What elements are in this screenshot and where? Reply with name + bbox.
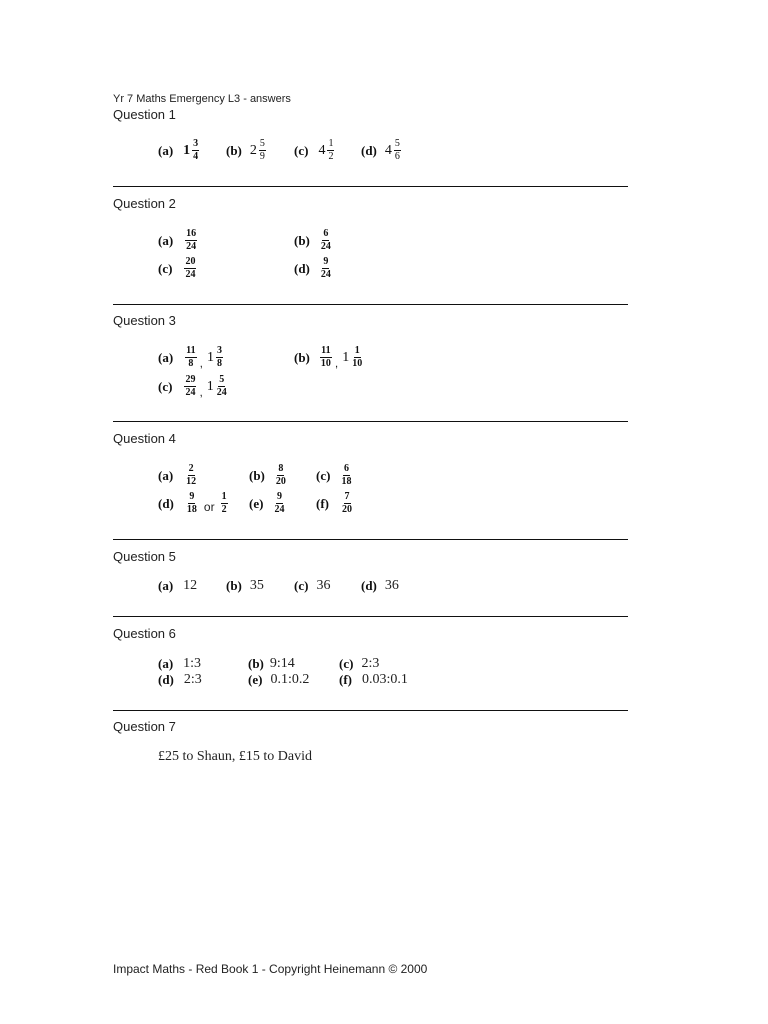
numerator: 6: [343, 463, 349, 474]
answer-value: 1:3: [183, 656, 202, 671]
answer-label: (a): [158, 232, 174, 248]
whole-part: 1: [183, 142, 191, 158]
denominator: 2: [328, 151, 334, 162]
question-7-heading: Question 7: [113, 719, 176, 734]
q4-answer-e: [249, 492, 285, 515]
q2-answer-a: [158, 229, 197, 252]
denominator: 24: [185, 269, 196, 280]
q7-answer: £25 to Shaun, £15 to David: [158, 749, 312, 764]
answer-label: (c): [294, 578, 309, 593]
answer-label: (a): [158, 656, 174, 671]
answer-label: (e): [249, 495, 264, 511]
answer-label: (c): [294, 142, 309, 158]
denominator: 10: [320, 358, 331, 369]
q4-answer-d: [158, 492, 228, 515]
q4-answer-b: [249, 464, 287, 487]
numerator: 3: [216, 345, 222, 356]
q5-answer-b: [226, 578, 264, 594]
denominator: 24: [186, 241, 197, 252]
divider: [113, 421, 628, 422]
answer-value: 36: [316, 578, 331, 593]
answer-label: (a): [158, 142, 174, 158]
answer-label: (d): [158, 672, 174, 687]
denominator: 4: [193, 151, 199, 162]
answer-value: 0.1:0.2: [270, 672, 310, 687]
answer-label: (c): [339, 656, 354, 671]
numerator: 2: [188, 463, 194, 474]
document-title: Yr 7 Maths Emergency L3 - answers: [113, 93, 291, 105]
answer-value: 12: [183, 578, 198, 593]
mixed-number: [183, 139, 199, 162]
q1-answer-a: [158, 139, 199, 162]
q6-answer-d: [158, 672, 202, 688]
denominator: 24: [185, 387, 196, 398]
denominator: 9: [259, 151, 265, 162]
numerator: 16: [186, 228, 197, 239]
mixed-number: [385, 139, 401, 162]
numerator: 5: [219, 374, 225, 385]
answer-label: (d): [294, 260, 310, 276]
copyright-footer: Impact Maths - Red Book 1 - Copyright Heinemann © 2000: [113, 962, 428, 976]
answer-label: (c): [158, 260, 173, 276]
question-3-heading: Question 3: [113, 313, 176, 328]
answer-label: (a): [158, 467, 174, 483]
numerator: 20: [185, 256, 196, 267]
divider: [113, 616, 628, 617]
q4-answer-a: [158, 464, 197, 487]
answer-label: (c): [158, 378, 173, 394]
answer-label: (d): [361, 578, 377, 593]
divider: [113, 710, 628, 711]
separator: ,: [334, 355, 339, 370]
divider: [113, 304, 628, 305]
denominator: 24: [274, 504, 285, 515]
question-2-heading: Question 2: [113, 196, 176, 211]
mixed-number: [318, 139, 334, 162]
q6-answer-e: [248, 672, 309, 688]
numerator: 9: [323, 256, 329, 267]
answer-value: 2:3: [183, 672, 202, 687]
denominator: 24: [320, 269, 331, 280]
q4-answer-f: [316, 492, 353, 515]
denominator: 24: [216, 387, 227, 398]
whole-part: 4: [384, 142, 392, 158]
divider: [113, 186, 628, 187]
q5-answer-a: [158, 578, 197, 594]
numerator: 29: [185, 374, 196, 385]
answer-label: (d): [361, 142, 377, 158]
numerator: 1: [221, 491, 227, 502]
denominator: 12: [186, 476, 197, 487]
whole-part: 1: [206, 378, 214, 394]
q5-answer-d: [361, 578, 399, 594]
question-1-heading: Question 1: [113, 107, 176, 122]
denominator: 18: [341, 476, 352, 487]
q6-answer-f: [339, 672, 408, 688]
q2-answer-c: [158, 257, 196, 280]
q1-answer-b: [226, 139, 266, 162]
q3-answer-a: [158, 346, 223, 369]
whole-part: 1: [342, 349, 350, 365]
answer-value: 35: [249, 578, 264, 593]
numerator: 1: [354, 345, 360, 356]
denominator: 24: [320, 241, 331, 252]
numerator: 1: [328, 138, 334, 149]
numerator: 6: [323, 228, 329, 239]
answer-label: (b): [226, 578, 242, 593]
whole-part: 2: [249, 142, 257, 158]
answer-value: 9:14: [269, 656, 295, 671]
denominator: 10: [352, 358, 363, 369]
or-text: or: [203, 499, 215, 514]
numerator: 11: [321, 345, 331, 356]
numerator: 7: [344, 491, 350, 502]
denominator: 18: [186, 504, 197, 515]
denominator: 8: [188, 358, 194, 369]
answer-label: (f): [339, 672, 352, 687]
q4-answer-c: [316, 464, 352, 487]
separator: ,: [199, 355, 203, 370]
answer-label: (d): [158, 495, 174, 511]
separator: ,: [199, 384, 203, 399]
answer-label: (f): [316, 495, 329, 511]
denominator: 6: [394, 151, 400, 162]
denominator: 20: [275, 476, 286, 487]
q1-answer-c: [294, 139, 334, 162]
mixed-number: [250, 139, 266, 162]
answer-label: (e): [248, 672, 263, 687]
whole-part: 4: [318, 142, 326, 158]
denominator: 8: [216, 358, 222, 369]
divider: [113, 539, 628, 540]
answer-label: (b): [249, 467, 265, 483]
question-5-heading: Question 5: [113, 549, 176, 564]
answer-label: (c): [316, 467, 331, 483]
answer-label: (a): [158, 578, 174, 593]
answer-label: (b): [226, 142, 242, 158]
numerator: 5: [394, 138, 400, 149]
numerator: 3: [193, 138, 199, 149]
q5-answer-c: [294, 578, 330, 594]
denominator: 20: [342, 504, 352, 515]
q6-answer-c: [339, 656, 379, 672]
question-6-heading: Question 6: [113, 626, 176, 641]
numerator: 5: [259, 138, 265, 149]
denominator: 2: [221, 504, 227, 515]
whole-part: 1: [206, 349, 214, 365]
q6-answer-a: [158, 656, 201, 672]
answer-value: 2:3: [361, 656, 380, 671]
q3-answer-b: [294, 346, 363, 369]
answer-label: (b): [294, 232, 310, 248]
answer-value: 0.03:0.1: [362, 672, 408, 687]
answer-label: (b): [248, 656, 264, 671]
answer-value: 36: [384, 578, 399, 593]
q3-answer-c: [158, 375, 228, 398]
answer-label: (b): [294, 349, 310, 365]
q2-answer-b: [294, 229, 332, 252]
numerator: 9: [189, 491, 195, 502]
numerator: 9: [276, 491, 282, 502]
numerator: 11: [186, 345, 196, 356]
q2-answer-d: [294, 257, 332, 280]
numerator: 8: [278, 463, 284, 474]
q1-answer-d: [361, 139, 401, 162]
answer-label: (a): [158, 349, 174, 365]
question-4-heading: Question 4: [113, 431, 176, 446]
q6-answer-b: [248, 656, 295, 672]
